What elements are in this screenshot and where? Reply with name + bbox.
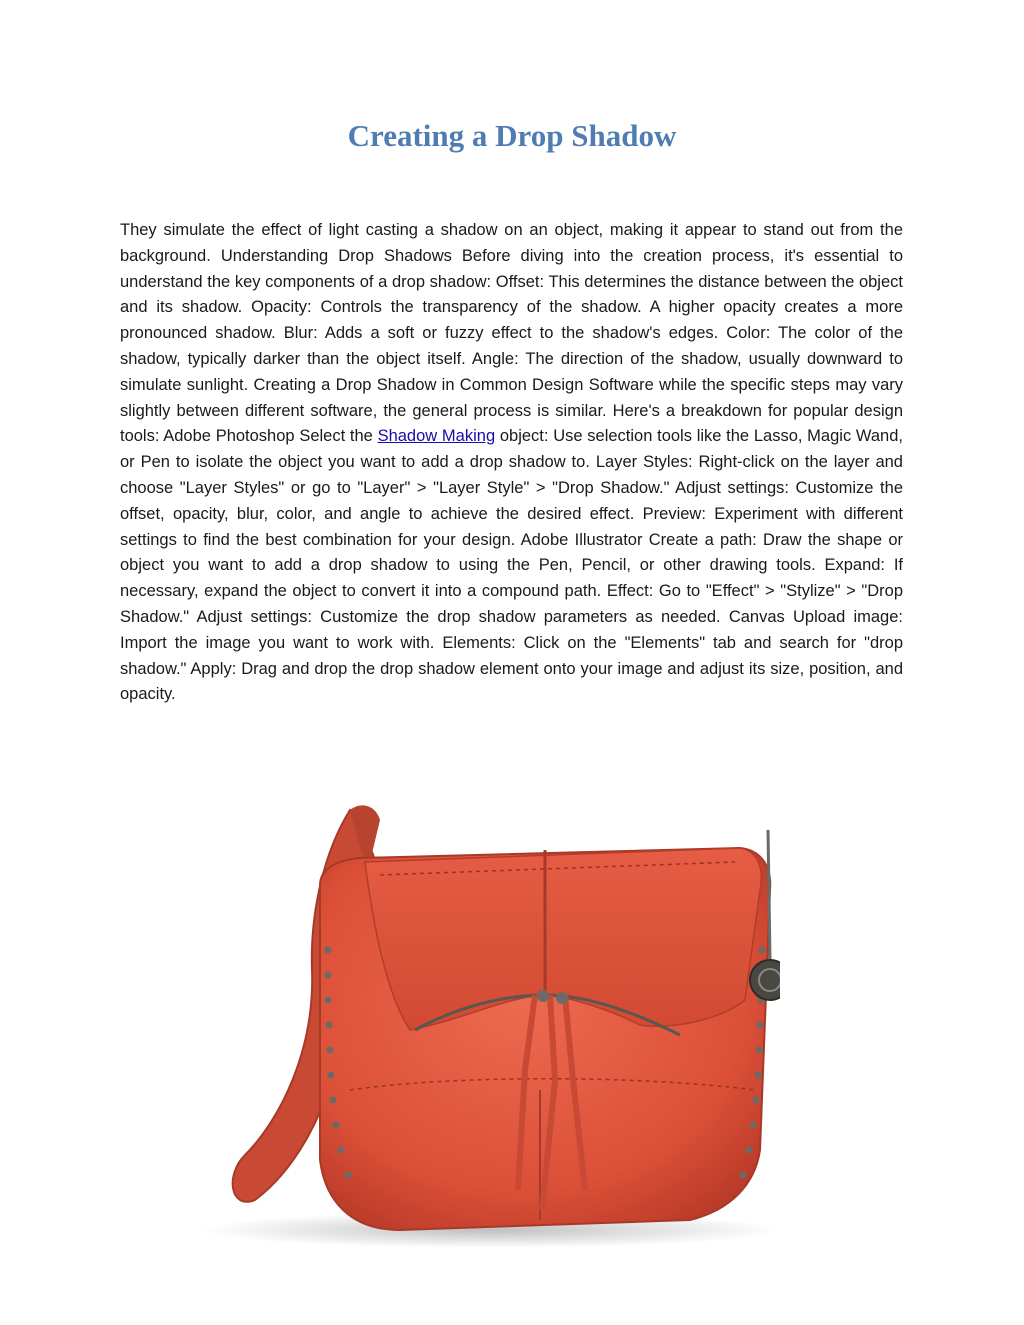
page-title: Creating a Drop Shadow: [347, 118, 677, 153]
handbag-illustration: [200, 790, 780, 1250]
shadow-making-link[interactable]: Shadow Making: [377, 427, 496, 446]
body-paragraph: [120, 218, 903, 708]
paragraph-text-before-link: They simulate the effect of light casting a shadow on an object, making it appear to stand out from the background. Understanding Drop Shadows Before diving into the creation process, it's essential to understand the key components of a drop shadow: Offset: This determines the distance between the object and its shadow. Opacity: Controls the transparency of the shadow. A higher opacity creates a more pronounced shadow. Blur: Adds a soft or fuzzy effect to the shadow's edges. Color: The color of the shadow, typically darker than the object itself. Angle: The direction of the shadow, usually downward to simulate sunlight. Creating a Drop Shadow in Common Design Software while the specific steps may vary slightly between different software, the general process is similar. Here's a breakdown for popular design tools: Adobe Photoshop Select the: [120, 221, 903, 446]
handbag-image: [200, 790, 780, 1250]
paragraph-text-after-link: object: Use selection tools like the Lasso, Magic Wand, or Pen to isolate the object you want to add a drop shadow to. Layer Styles: Right-click on the layer and choose "Layer Styles" or go to "Layer" > "Layer Style" > "Drop Shadow." Adjust settings: Customize the offset, opacity, blur, color, and angle to achieve the desired effect. Preview: Experiment with different settings to find the best combination for your design. Adobe Illustrator Create a path: Draw the shape or object you want to add a drop shadow to using the Pen, Pencil, or other drawing tools. Expand: If necessary, expand the object to convert it into a compound path. Effect: Go to "Effect" > "Stylize" > "Drop Shadow." Adjust settings: Customize the drop shadow parameters as needed. Canvas Upload image: Import the image you want to work with. Elements: Click on the "Elements" tab and search for "drop shadow." Apply: Drag and drop the drop shadow element onto your image and adjust its size, position, and opacity.: [120, 427, 903, 704]
